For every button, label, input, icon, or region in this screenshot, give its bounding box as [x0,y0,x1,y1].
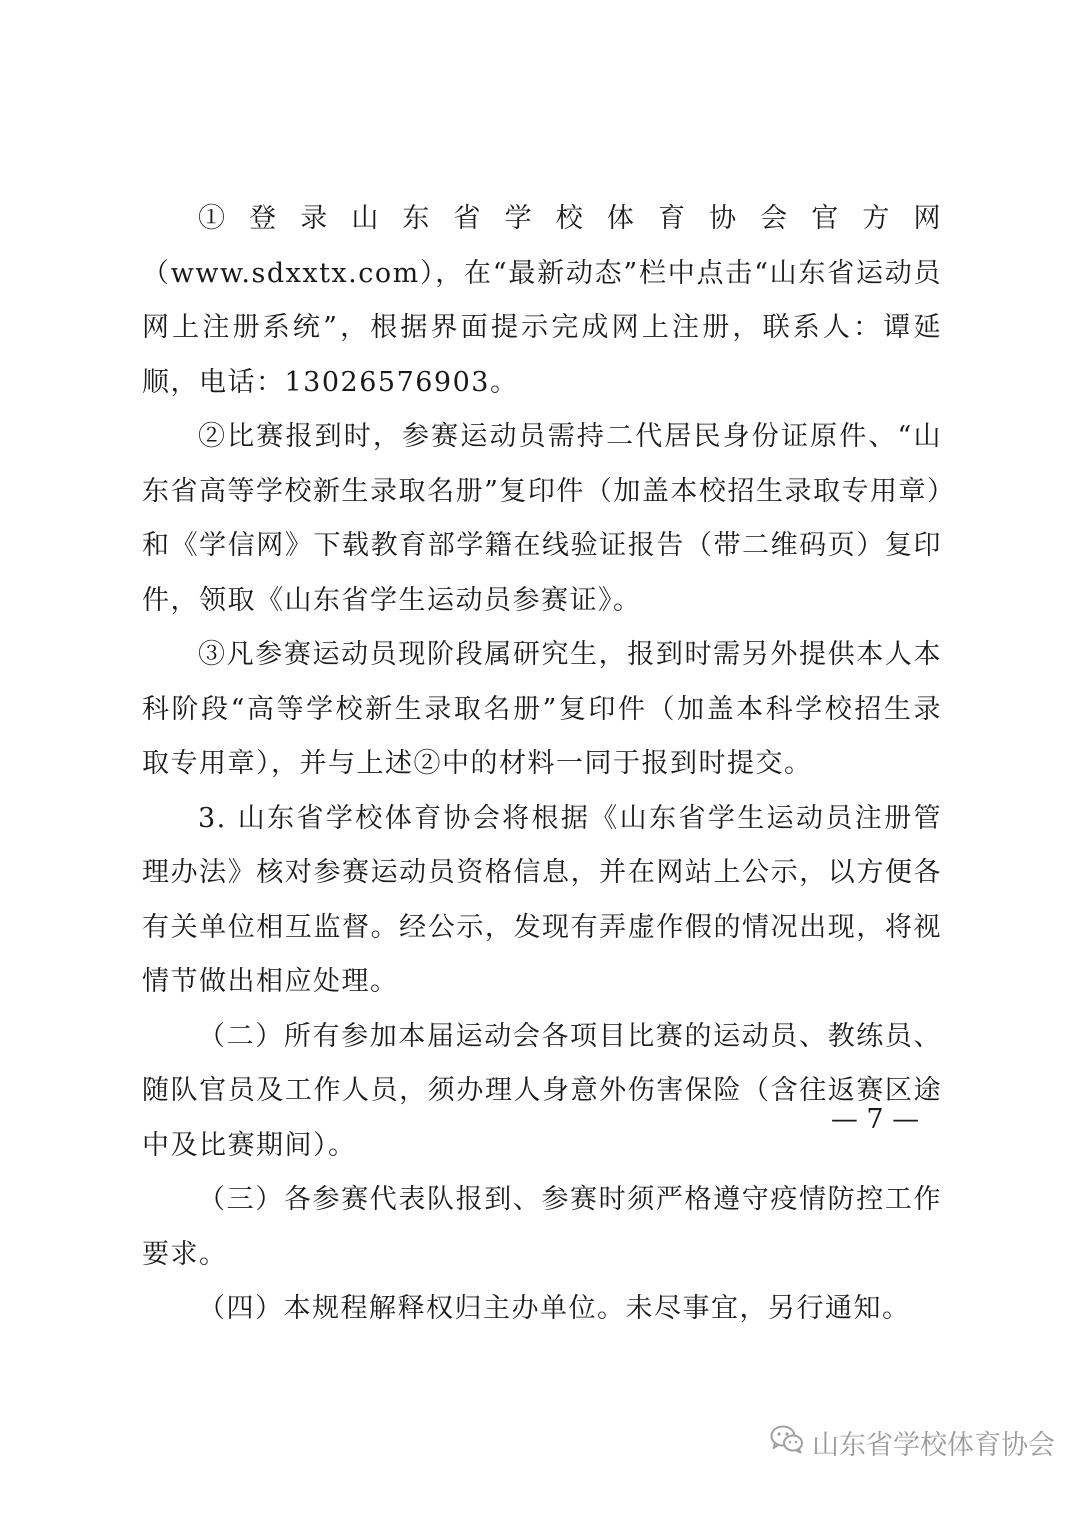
page-number: — 7 — [830,1104,920,1135]
watermark-text: 山东省学校体育协会 [812,1429,1055,1461]
paragraph-eligibility-verification: 3. 山东省学校体育协会将根据《山东省学生运动员注册管理办法》核对参赛运动员资格信息，并在网站上公示，以方便各有关单位相互监督。经公示，发现有弄虚作假的情况出现，将视情节做出相应处理。 [142,802,942,997]
wechat-watermark [770,1420,1055,1464]
paragraph-check-in-documents: ②比赛报到时，参赛运动员需持二代居民身份证原件、“山东省高等学校新生录取名册”复印件（加盖本校招生录取专用章）和《学信网》下载教育部学籍在线验证报告（带二维码页）复印件，领取《山东省学生运动员参赛证》。 [142,421,942,616]
wechat-icon [770,1424,804,1461]
paragraph-insurance: （二）所有参加本届运动会各项目比赛的运动员、教练员、随队官员及工作人员，须办理人身意外伤害保险（含往返赛区途中及比赛期间）。 [142,1020,942,1161]
paragraph-interpretation: （四）本规程解释权归主办单位。未尽事宜，另行通知。 [198,1293,911,1324]
paragraph-graduate-students: ③凡参赛运动员现阶段属研究生，报到时需另外提供本人本科阶段“高等学校新生录取名册”复印件（加盖本科学校招生录取专用章），并与上述②中的材料一同于报到时提交。 [142,639,942,779]
paragraph-registration-online: ①登录山东省学校体育协会官方网（www.sdxxtx.com），在“最新动态”栏中点击“山东省运动员网上注册系统”，根据界面提示完成网上注册，联系人：谭延顺，电话：13026576903。 [142,203,942,398]
document-body [142,192,942,1337]
paragraph-epidemic-control: （三）各参赛代表队报到、参赛时须严格遵守疫情防控工作要求。 [142,1184,942,1270]
